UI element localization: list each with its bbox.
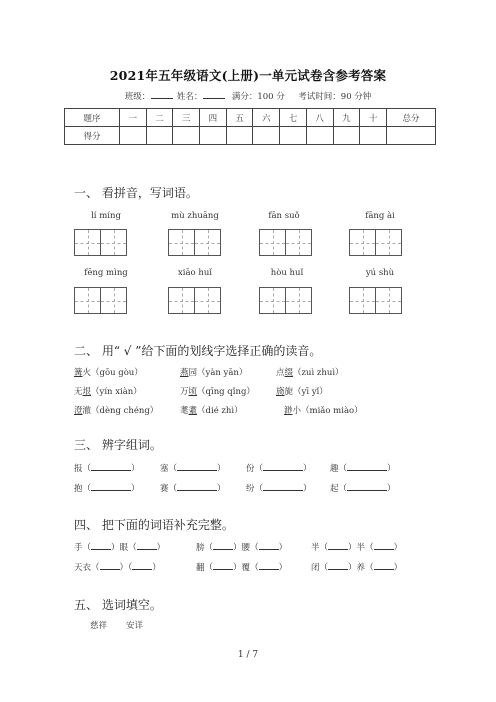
idiom-item[interactable]: 手（ ）眼（ ） bbox=[74, 543, 166, 553]
reading-item[interactable]: 耄耋（dié zhì） bbox=[180, 406, 243, 416]
score-table bbox=[64, 108, 436, 145]
underlined-char: 垠 bbox=[82, 387, 92, 397]
reading-item[interactable]: 篝火（gōu gòu） bbox=[74, 368, 143, 378]
section4-heading: 四、 把下面的词语补充完整。 bbox=[74, 518, 234, 532]
pinyin-label: xiāo huǐ bbox=[177, 268, 213, 278]
score-input-cell[interactable] bbox=[280, 127, 307, 145]
score-cell: 四 bbox=[200, 109, 227, 127]
word-item[interactable]: 趣（ ） bbox=[330, 464, 396, 474]
idiom-item[interactable]: 天衣（ ）（ ） bbox=[74, 563, 161, 573]
underlined-char: 顷 bbox=[188, 387, 198, 397]
pinyin-label: yú shù bbox=[365, 268, 395, 278]
score-cell: 八 bbox=[306, 109, 333, 127]
underlined-char: 缀 bbox=[284, 368, 294, 378]
section2-heading: 二、 用“ √ ”给下面的划线字选择正确的读音。 bbox=[74, 344, 322, 358]
full-score: 满分：100 分 bbox=[231, 92, 285, 102]
idiom-item[interactable]: 翻（ ）覆（ ） bbox=[196, 563, 288, 573]
score-input-cell[interactable] bbox=[146, 127, 173, 145]
pinyin-label: fān suǒ bbox=[268, 211, 300, 221]
underlined-char: 澄 bbox=[74, 406, 83, 416]
pinyin-label: hòu huǐ bbox=[270, 268, 304, 278]
score-input-cell[interactable] bbox=[306, 127, 333, 145]
writing-grid[interactable] bbox=[349, 229, 401, 256]
exam-info bbox=[0, 90, 496, 102]
writing-grid[interactable] bbox=[168, 229, 220, 256]
reading-item[interactable]: 澄澈（dèng chéng） bbox=[74, 406, 159, 416]
word-item[interactable]: 赛（ ） bbox=[160, 484, 226, 494]
underlined-char: 渺 bbox=[284, 406, 293, 416]
word-item[interactable]: 报（ ） bbox=[74, 464, 140, 474]
score-cell: 三 bbox=[173, 109, 200, 127]
score-cell: 总分 bbox=[387, 109, 436, 127]
writing-grid[interactable] bbox=[168, 287, 220, 314]
pinyin-label: lí míng bbox=[91, 211, 121, 221]
underlined-char: 篝 bbox=[74, 368, 83, 378]
writing-grid[interactable] bbox=[259, 229, 311, 256]
reading-item[interactable]: 万顷（qīng qǐng） bbox=[180, 387, 255, 397]
score-table-header-row bbox=[65, 109, 436, 127]
underlined-char: 燕 bbox=[180, 368, 189, 378]
name-blank[interactable] bbox=[203, 90, 225, 99]
score-cell: 七 bbox=[280, 109, 307, 127]
idiom-item[interactable]: 膀（ ）腰（ ） bbox=[196, 543, 288, 553]
choice-word: 慈祥 bbox=[90, 621, 108, 631]
reading-item[interactable]: 点缀（zuì zhuì） bbox=[276, 368, 344, 378]
score-input-cell[interactable] bbox=[200, 127, 227, 145]
exam-time: 考试时间：90 分钟 bbox=[298, 92, 372, 102]
class-blank[interactable] bbox=[151, 90, 173, 99]
word-item[interactable]: 塞（ ） bbox=[160, 464, 226, 474]
section5-heading: 五、 选词填空。 bbox=[74, 598, 162, 612]
writing-grid[interactable] bbox=[74, 229, 126, 256]
score-input-cell[interactable] bbox=[173, 127, 200, 145]
score-input-cell[interactable] bbox=[253, 127, 280, 145]
writing-grid[interactable] bbox=[259, 287, 311, 314]
pinyin-label: fēng mìng bbox=[84, 268, 128, 278]
writing-grid[interactable] bbox=[74, 287, 126, 314]
section1-heading: 一、 看拼音，写词语。 bbox=[74, 186, 198, 200]
reading-item[interactable]: 渺小（miǎo miào） bbox=[284, 406, 363, 416]
score-cell: 十 bbox=[360, 109, 387, 127]
score-cell: 一 bbox=[120, 109, 147, 127]
word-item[interactable]: 抱（ ） bbox=[74, 484, 140, 494]
score-input-cell[interactable] bbox=[387, 127, 436, 145]
score-row-label: 得分 bbox=[65, 127, 120, 145]
score-input-cell[interactable] bbox=[360, 127, 387, 145]
score-cell: 九 bbox=[333, 109, 360, 127]
idiom-item[interactable]: 闭（ ）养（ ） bbox=[311, 563, 403, 573]
word-item[interactable]: 纷（ ） bbox=[246, 484, 312, 494]
writing-grid[interactable] bbox=[349, 287, 401, 314]
choice-word: 安详 bbox=[126, 621, 144, 631]
word-item[interactable]: 份（ ） bbox=[246, 464, 312, 474]
underlined-char: 旖 bbox=[276, 387, 285, 397]
section3-heading: 三、 辨字组词。 bbox=[74, 438, 162, 452]
class-label: 班级： bbox=[124, 92, 151, 102]
score-input-cell[interactable] bbox=[120, 127, 147, 145]
score-cell: 题序 bbox=[65, 109, 120, 127]
reading-item[interactable]: 旖旎（yī yǐ） bbox=[276, 387, 328, 397]
score-cell: 六 bbox=[253, 109, 280, 127]
score-cell: 五 bbox=[226, 109, 253, 127]
score-input-cell[interactable] bbox=[333, 127, 360, 145]
score-table-score-row bbox=[65, 127, 436, 145]
page-title: 2021年五年级语文(上册)一单元试卷含参考答案 bbox=[109, 68, 387, 83]
underlined-char: 耋 bbox=[188, 406, 198, 416]
reading-item[interactable]: 燕园（yàn yān） bbox=[180, 368, 248, 378]
pinyin-label: mù zhuāng bbox=[171, 211, 219, 221]
name-label: 姓名： bbox=[176, 92, 203, 102]
page-number: 1 / 7 bbox=[237, 650, 259, 660]
score-input-cell[interactable] bbox=[226, 127, 253, 145]
score-cell: 二 bbox=[146, 109, 173, 127]
pinyin-label: fāng ài bbox=[365, 211, 395, 221]
word-item[interactable]: 起（ ） bbox=[330, 484, 396, 494]
reading-item[interactable]: 无垠（yín xiàn） bbox=[74, 387, 142, 397]
idiom-item[interactable]: 半（ ）半（ ） bbox=[311, 543, 403, 553]
